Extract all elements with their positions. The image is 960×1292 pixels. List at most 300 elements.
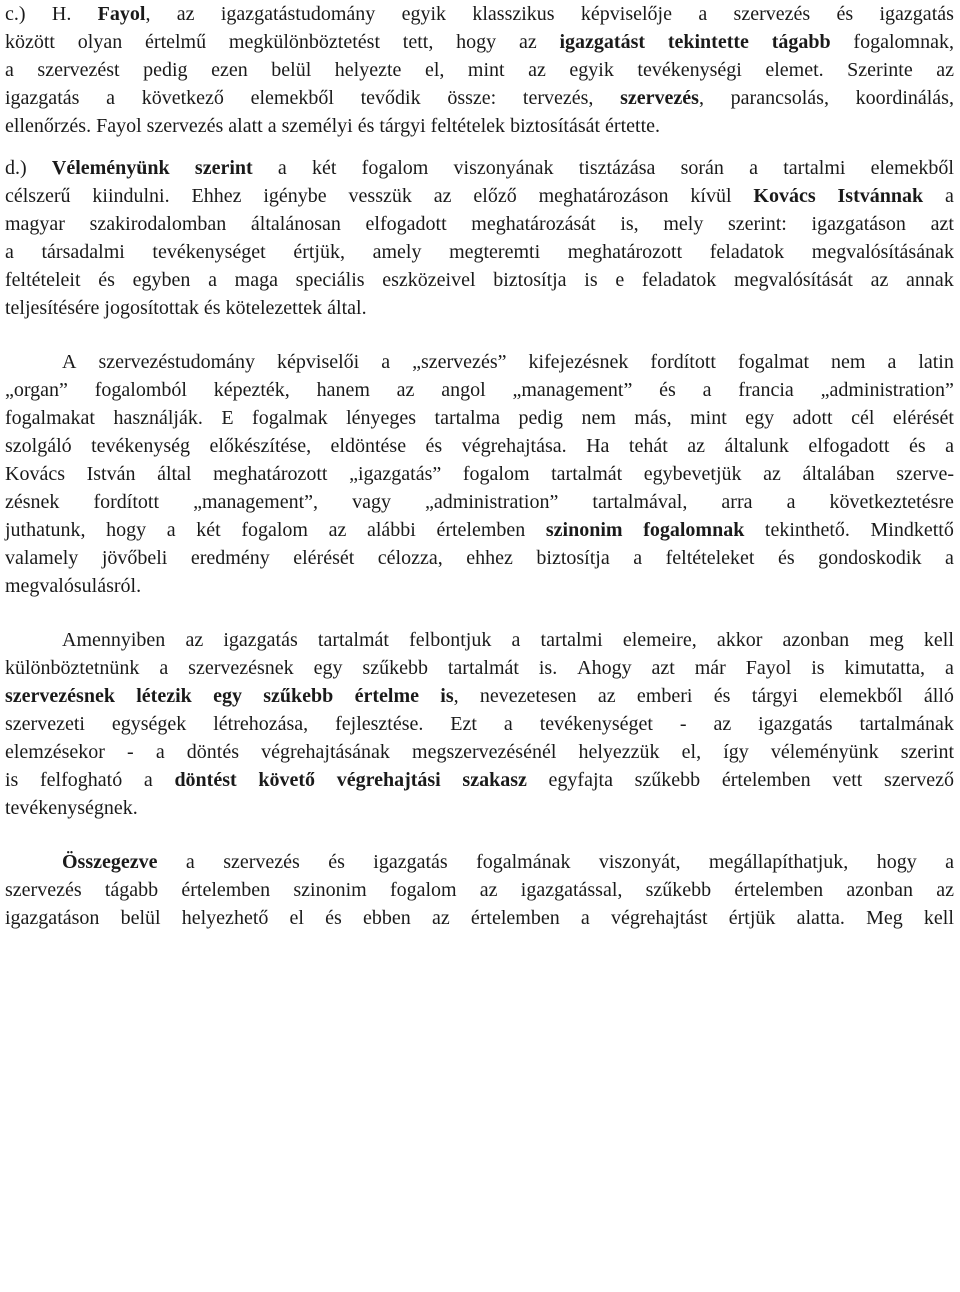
- text-run: által.: [327, 297, 367, 319]
- paragraph: [5, 348, 954, 600]
- word: [337, 766, 441, 794]
- word: [214, 376, 290, 404]
- text-run: mint: [467, 59, 505, 81]
- word: [346, 404, 416, 432]
- text-run: angol: [441, 379, 486, 401]
- word: [783, 154, 845, 182]
- word: [793, 404, 833, 432]
- word: [456, 28, 496, 56]
- text-run: végrehajtásának: [261, 741, 390, 763]
- text-run: Amennyiben: [62, 629, 166, 651]
- text-run: és: [908, 435, 926, 457]
- text-run: a: [381, 351, 391, 373]
- word: [620, 210, 638, 238]
- word: [5, 682, 115, 710]
- word: [454, 154, 554, 182]
- word: [521, 876, 623, 904]
- word: [714, 682, 731, 710]
- word: [519, 28, 537, 56]
- text-run: viszonyának: [453, 157, 554, 179]
- word: [127, 738, 134, 766]
- text-run: e: [615, 269, 625, 291]
- text-run: zésnek: [5, 491, 60, 513]
- text-run: ezen: [211, 59, 248, 81]
- word: [213, 682, 242, 710]
- text-run: elemeire,: [622, 629, 697, 651]
- word: [605, 112, 660, 140]
- word: [629, 432, 668, 460]
- word: [738, 348, 809, 376]
- text-run: amely: [372, 241, 422, 263]
- bold-text: Kovács: [753, 185, 816, 207]
- word: [208, 266, 217, 294]
- text-run: azonban: [782, 629, 850, 651]
- text-run: kimutatta,: [844, 657, 926, 679]
- text-run: célozza,: [377, 547, 443, 569]
- bold-text: tágabb: [771, 31, 831, 53]
- text-run: tágabb: [104, 879, 159, 901]
- word: [729, 904, 776, 932]
- word: [703, 376, 712, 404]
- word: [229, 28, 380, 56]
- word: [818, 544, 921, 572]
- word: [5, 294, 99, 322]
- word: [258, 766, 315, 794]
- text-run: szerve-: [896, 463, 954, 485]
- text-run: által: [157, 463, 192, 485]
- text-run: létrehozása,: [213, 713, 309, 735]
- word: [687, 432, 705, 460]
- text-run: a: [155, 741, 165, 763]
- word: [223, 848, 300, 876]
- word: [633, 544, 642, 572]
- word: [924, 682, 954, 710]
- text-run: a: [749, 157, 759, 179]
- text-run: a: [159, 657, 169, 679]
- word: [845, 654, 926, 682]
- text-run: és: [203, 297, 221, 319]
- word: [174, 766, 236, 794]
- text-run: ,: [698, 87, 704, 109]
- bold-text: igazgatást: [559, 31, 646, 53]
- word: [62, 348, 76, 376]
- text-run: alábbi: [366, 519, 416, 541]
- text-run: fogalmat: [737, 351, 810, 373]
- word: [5, 266, 81, 294]
- text-run: az: [176, 3, 195, 25]
- word: [192, 182, 242, 210]
- word: [519, 404, 563, 432]
- word: [523, 84, 594, 112]
- word: [738, 376, 794, 404]
- text-run: megszervezésénél: [412, 741, 557, 763]
- text-line: [5, 682, 954, 710]
- word: [5, 28, 55, 56]
- word: [837, 0, 854, 28]
- word: [471, 904, 560, 932]
- word: [856, 84, 954, 112]
- text-run: szervezés: [733, 3, 811, 25]
- text-run: tartalmát: [447, 657, 519, 679]
- word: [381, 348, 390, 376]
- text-run: használják.: [113, 407, 203, 429]
- word: [355, 682, 419, 710]
- text-run: vagy: [352, 491, 391, 513]
- text-run: fogalomnak,: [853, 31, 954, 53]
- word: [681, 154, 724, 182]
- text-run: azonban: [846, 879, 914, 901]
- text-run: a: [945, 851, 954, 873]
- word: [271, 56, 311, 84]
- text-run: Ehhez: [191, 185, 242, 207]
- bold-text: is: [440, 685, 454, 707]
- text-run: értelemben: [181, 879, 271, 901]
- word: [251, 210, 341, 238]
- text-run: elemet.: [765, 59, 824, 81]
- word: [412, 348, 506, 376]
- text-run: hogy: [876, 851, 917, 873]
- text-run: a: [267, 115, 277, 137]
- word: [471, 210, 595, 238]
- text-run: szerint:: [727, 213, 787, 235]
- text-run: értelmű: [145, 31, 207, 53]
- word: [584, 266, 597, 294]
- text-run: tartalmát: [551, 463, 623, 485]
- word: [512, 376, 632, 404]
- word: [476, 848, 570, 876]
- word: [690, 404, 727, 432]
- text-run: teljesítésére: [5, 297, 100, 319]
- text-run: tevékenységet: [152, 241, 266, 263]
- text-run: fogalomból: [94, 379, 187, 401]
- text-run: a: [143, 769, 153, 791]
- text-run: eszközeivel: [382, 269, 476, 291]
- word: [637, 56, 741, 84]
- word: [436, 516, 525, 544]
- text-line: [5, 112, 954, 140]
- word: [723, 738, 749, 766]
- text-run: és: [659, 379, 676, 401]
- word: [221, 0, 375, 28]
- word: [373, 238, 422, 266]
- text-run: tehát: [628, 435, 668, 457]
- word: [112, 710, 186, 738]
- text-run: értelemben: [734, 879, 824, 901]
- text-run: tevékenységet: [539, 713, 653, 735]
- text-run: „igazgatás”: [349, 463, 442, 485]
- word: [936, 876, 954, 904]
- word: [539, 182, 669, 210]
- text-line: [5, 376, 954, 404]
- text-run: és: [836, 3, 854, 25]
- word: [241, 516, 308, 544]
- word: [5, 766, 18, 794]
- word: [680, 710, 687, 738]
- text-run: a: [106, 87, 115, 109]
- text-run: Ha: [586, 435, 610, 457]
- word: [5, 404, 95, 432]
- text-run: és: [98, 269, 115, 291]
- text-run: általunk: [724, 435, 789, 457]
- text-run: már: [694, 657, 726, 679]
- word: [185, 626, 203, 654]
- word: [251, 84, 334, 112]
- text-run: következtetésre: [829, 491, 954, 513]
- word: [871, 154, 954, 182]
- text-run: hanem: [316, 379, 370, 401]
- word: [569, 56, 613, 84]
- text-run: feltételeket: [665, 547, 755, 569]
- text-run: tevődik: [360, 87, 421, 109]
- word: [221, 404, 233, 432]
- word: [92, 182, 169, 210]
- word: [142, 84, 224, 112]
- text-run: az: [396, 379, 415, 401]
- word: [546, 516, 623, 544]
- text-run: cél: [851, 407, 875, 429]
- text-run: szervezés: [5, 879, 82, 901]
- text-run: és: [325, 907, 342, 929]
- word: [5, 460, 65, 488]
- text-run: eldöntése: [330, 435, 407, 457]
- word: [592, 488, 687, 516]
- text-run: arra: [721, 491, 753, 513]
- text-run: Kovács: [5, 463, 65, 485]
- text-run: valamely: [5, 547, 79, 569]
- text-run: igazgatáson: [811, 213, 906, 235]
- text-run: a: [166, 519, 176, 541]
- text-run: két: [196, 519, 221, 541]
- text-run: juthatunk,: [5, 519, 86, 541]
- word: [268, 112, 277, 140]
- text-run: feladatok: [641, 269, 717, 291]
- word: [104, 294, 198, 322]
- word: [5, 182, 71, 210]
- word: [5, 572, 141, 600]
- word: [643, 516, 744, 544]
- text-run: helyezhető: [181, 907, 269, 929]
- text-run: elérését: [892, 407, 954, 429]
- word: [462, 432, 567, 460]
- word: [335, 56, 402, 84]
- bold-text: értelme: [354, 685, 419, 707]
- word: [771, 738, 879, 766]
- text-run: igazgatástudomány: [220, 3, 376, 25]
- text-run: belül: [120, 907, 161, 929]
- word: [435, 404, 501, 432]
- text-run: akkor: [716, 629, 763, 651]
- bold-text: létezik: [136, 685, 192, 707]
- text-run: a: [277, 157, 287, 179]
- word: [577, 654, 631, 682]
- text-run: az: [687, 435, 706, 457]
- text-run: tartalmával,: [592, 491, 688, 513]
- text-run: feladatok: [709, 241, 785, 263]
- word: [186, 848, 195, 876]
- word: [157, 460, 191, 488]
- text-line: [5, 848, 954, 876]
- word: [211, 56, 248, 84]
- word: [540, 710, 653, 738]
- word: [90, 210, 227, 238]
- text-run: pedig: [143, 59, 188, 81]
- text-run: fogalmának: [476, 851, 571, 873]
- word: [182, 904, 269, 932]
- text-line: [5, 544, 954, 572]
- text-run: biztosítja: [536, 547, 610, 569]
- text-run: szerint: [900, 741, 954, 763]
- text-run: és: [777, 547, 795, 569]
- text-run: is: [5, 769, 19, 791]
- word: [869, 626, 903, 654]
- word: [133, 266, 191, 294]
- word: [549, 766, 613, 794]
- text-run: tevékenységi: [637, 59, 742, 81]
- text-run: István: [86, 463, 136, 485]
- word: [709, 848, 848, 876]
- text-run: mely: [663, 213, 704, 235]
- word: [541, 626, 603, 654]
- word: [466, 544, 513, 572]
- text-run: a: [5, 59, 14, 81]
- text-run: előző: [473, 185, 517, 207]
- word: [181, 876, 270, 904]
- word: [37, 56, 119, 84]
- text-run: „management”,: [193, 491, 319, 513]
- word: [167, 516, 176, 544]
- word: [362, 154, 429, 182]
- text-run: elérését: [293, 547, 355, 569]
- text-run: igénybe: [263, 185, 327, 207]
- word: [349, 182, 412, 210]
- word: [98, 348, 255, 376]
- bold-text: tekintette: [667, 31, 749, 53]
- word: [434, 182, 452, 210]
- word: [728, 210, 787, 238]
- text-run: megállapíthatjuk,: [708, 851, 849, 873]
- word: [887, 348, 896, 376]
- word: [40, 766, 122, 794]
- text-run: egyfajta: [548, 769, 613, 791]
- text-run: társadalmi: [41, 241, 125, 263]
- word: [152, 238, 265, 266]
- word: [650, 348, 716, 376]
- word: [349, 460, 441, 488]
- word: [52, 0, 71, 28]
- text-run: H.: [51, 3, 72, 25]
- bold-text: szerint: [194, 157, 253, 179]
- text-run: nem: [831, 351, 866, 373]
- text-run: egyben: [132, 269, 191, 291]
- text-line: [5, 404, 954, 432]
- text-run: is,: [620, 213, 639, 235]
- word: [668, 28, 749, 56]
- text-run: eredmény: [190, 547, 270, 569]
- text-run: szervező: [884, 769, 954, 791]
- word: [403, 28, 434, 56]
- word: [893, 404, 954, 432]
- word: [698, 0, 707, 28]
- word: [373, 848, 447, 876]
- text-run: az: [528, 59, 546, 81]
- word: [581, 0, 672, 28]
- text-run: szervezés: [223, 851, 300, 873]
- text-run: kiindulni.: [92, 185, 170, 207]
- text-run: ehhez: [466, 547, 513, 569]
- text-run: Szerinte: [847, 59, 913, 81]
- text-run: egyik: [401, 3, 447, 25]
- paragraph: [5, 626, 954, 822]
- text-run: meghatározását: [471, 213, 596, 235]
- text-run: két: [312, 157, 337, 179]
- text-run: megkülönböztetést: [228, 31, 380, 53]
- text-run: „administration”: [425, 491, 559, 513]
- word: [752, 682, 798, 710]
- text-run: -: [127, 741, 134, 763]
- text-line: [5, 766, 954, 794]
- text-run: meghatározott: [213, 463, 328, 485]
- text-run: tartalmi: [783, 157, 846, 179]
- text-run: értelemben: [721, 769, 811, 791]
- word: [511, 626, 520, 654]
- word: [358, 112, 375, 140]
- word: [536, 544, 609, 572]
- word: [568, 238, 682, 266]
- word: [598, 682, 616, 710]
- text-run: a: [944, 657, 954, 679]
- word: [195, 154, 253, 182]
- text-run: következő: [141, 87, 224, 109]
- word: [468, 56, 505, 84]
- text-run: fordított: [93, 491, 160, 513]
- word: [402, 0, 446, 28]
- text-run: alatta.: [796, 907, 845, 929]
- word: [734, 266, 853, 294]
- text-line: [5, 710, 954, 738]
- text-run: között: [5, 31, 55, 53]
- text-run: meghatározáson: [538, 185, 669, 207]
- text-run: hogy: [106, 519, 147, 541]
- bold-text: követő: [258, 769, 316, 791]
- text-line: [5, 654, 954, 682]
- text-run: fogalmakat: [5, 407, 95, 429]
- word: [772, 28, 831, 56]
- word: [409, 626, 491, 654]
- text-run: igazgatás: [5, 87, 80, 109]
- word: [945, 432, 954, 460]
- word: [5, 488, 59, 516]
- word: [5, 904, 99, 932]
- text-run: elemekből: [870, 157, 954, 179]
- word: [228, 112, 262, 140]
- text-line: [5, 876, 954, 904]
- bold-text: végrehajtási: [336, 769, 441, 791]
- word: [5, 154, 27, 182]
- word: [5, 710, 85, 738]
- text-run: „szervezés”: [412, 351, 507, 373]
- text-run: igazgatás: [758, 713, 833, 735]
- text-run: is: [584, 269, 598, 291]
- word: [449, 238, 540, 266]
- word: [787, 488, 796, 516]
- word: [713, 710, 731, 738]
- word: [106, 516, 146, 544]
- text-run: során: [680, 157, 724, 179]
- word: [635, 766, 701, 794]
- word: [945, 654, 954, 682]
- text-run: az: [597, 685, 616, 707]
- word: [734, 876, 823, 904]
